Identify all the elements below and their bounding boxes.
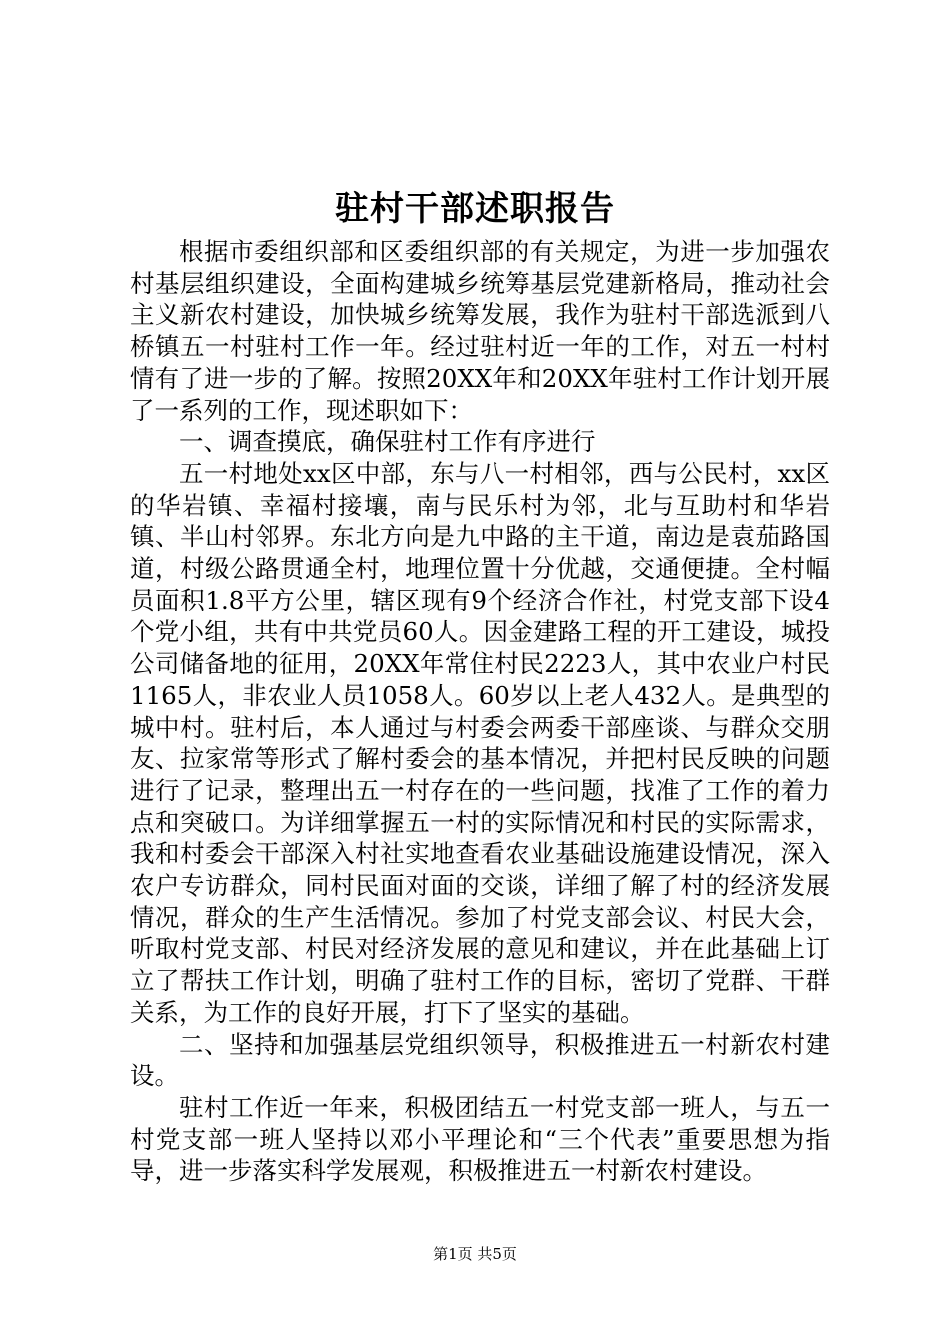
paragraph-intro: 根据市委组织部和区委组织部的有关规定，为进一步加强农村基层组织建设，全面构建城乡统筹基层党建新格局，推动社会主义新农村建设，加快城乡统筹发展，我作为驻村干部选派到八桥镇五一村驻村工作一年。经过驻村近一年的工作，对五一村村情有了进一步的了解。按照20XX年和20XX年驻村工作计划开展了一系列的工作，现述职如下： xyxy=(130,237,830,425)
document-title: 驻村干部述职报告 xyxy=(335,189,615,229)
page-number: 第1页 共5页 xyxy=(433,1245,517,1263)
section-heading-1: 一、调查摸底，确保驻村工作有序进行 xyxy=(179,427,596,457)
paragraph-village-overview: 五一村地处xx区中部，东与八一村相邻，西与公民村，xx区的华岩镇、幸福村接壤，南与民乐村为邻，北与互助村和华岩镇、半山村邻界。东北方向是九中路的主干道，南边是袁茄路国道，村级公路贯通全村，地理位置十分优越，交通便捷。全村幅员面积1.8平方公里，辖区现有9个经济合作社，村党支部下设4个党小组，共有中共党员60人。因金建路工程的开工建设，城投公司储备地的征用，20XX年常住村民2223人，其中农业户村民1165人，非农业人员1058人。60岁以上老人432人。是典型的城中村。驻村后，本人通过与村委会两委干部座谈、与群众交朋友、拉家常等形式了解村委会的基本情况，并把村民反映的问题进行了记录，整理出五一村存在的一些问题，找准了工作的着力点和突破口。为详细掌握五一村的实际情况和村民的实际需求，我和村委会干部深入村社实地查看农业基础设施建设情况，深入农户专访群众，同村民面对面的交谈，详细了解了村的经济发展情况，群众的生产生活情况。参加了村党支部会议、村民大会，听取村党支部、村民对经济发展的意见和建议，并在此基础上订立了帮扶工作计划，明确了驻村工作的目标，密切了党群、干群关系，为工作的良好开展，打下了坚实的基础。 xyxy=(130,458,830,1027)
paragraph-party-work: 驻村工作近一年来，积极团结五一村党支部一班人，与五一村党支部一班人坚持以邓小平理论和“三个代表”重要思想为指导，进一步落实科学发展观，积极推进五一村新农村建设。 xyxy=(130,1092,830,1186)
section-heading-2: 二、坚持和加强基层党组织领导，积极推进五一村新农村建设。 xyxy=(130,1029,830,1091)
document-body xyxy=(130,236,830,1187)
